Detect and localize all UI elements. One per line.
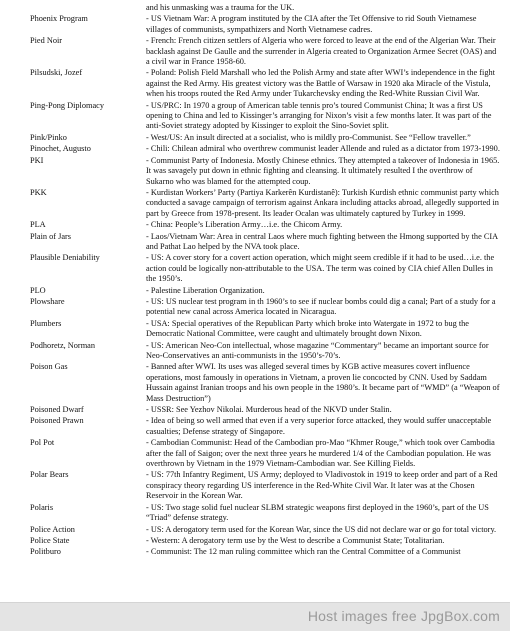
entry-definition: - US: American Neo-Con intellectual, whose magazine “Commentary” became an important source for Neo-Conservatives an anti-communists in the 1950’s-70’s. — [146, 340, 489, 360]
entry-definition: - USA: Special operatives of the Republican Party which broke into Watergate in 1972 to bug the Democratic National Committee, were caught and ultimately brought down Nixon. — [146, 318, 469, 339]
entry-definition: - Communist: The 12 man ruling committee which ran the Central Committee of a Communist — [146, 547, 461, 557]
glossary-entry — [30, 14, 502, 35]
entry-term: PKI — [30, 155, 44, 165]
entry-term: Plowshare — [30, 296, 65, 306]
entry-term: Plain of Jars — [30, 231, 72, 241]
entry-definition: - Poland: Polish Field Marshall who led the Polish Army and state after WWI’s independence in the fight against the Red Army. His greatest victory was the Battle of Warsaw in 1920 aka Miracle of the Vistula, when his troops routed the Red Army under Tukarchevsky ending the Red-White Russian Civil War. — [146, 68, 495, 99]
glossary-entry — [30, 101, 502, 132]
entry-term: Politburo — [30, 547, 61, 557]
glossary-entry — [30, 68, 502, 99]
glossary-entry — [30, 525, 502, 535]
entry-term: Pink/Pinko — [30, 132, 67, 142]
glossary-entry — [30, 3, 502, 13]
glossary-entry — [30, 156, 502, 187]
glossary-entry — [30, 470, 502, 501]
entry-definition: - USSR: See Yezhov Nikolai. Murderous head of the NKVD under Stalin. — [146, 405, 392, 415]
entry-definition: - US: A derogatory term used for the Korean War, since the US did not declare war or go for total victory. — [146, 524, 497, 534]
entry-definition: - US: Two stage solid fuel nuclear SLBM strategic weapons first deployed in the 1960’s, part of the US “Triad” defense strategy. — [146, 502, 489, 523]
entry-term: Ping-Pong Diplomacy — [30, 100, 104, 110]
entry-term: Pilsudski, Jozef — [30, 68, 83, 78]
entry-definition: - Western: A derogatory term use by the West to describe a Communist State; Totalitarian. — [146, 535, 445, 545]
entry-definition: - Communist Party of Indonesia. Mostly Chinese ethnics. They attempted a takeover of Indonesia in 1965. It was savagely put down in ethnic fighting and cleansing. It ultimately resulted I the overthrow of Sukarno who was blamed for the attempted coup. — [146, 155, 500, 186]
glossary-entry — [30, 297, 502, 318]
entry-term: Polar Bears — [30, 470, 69, 480]
glossary-entry — [30, 547, 502, 557]
image-host-footer — [0, 602, 510, 631]
entry-term: Police Action — [30, 524, 75, 534]
entry-definition: - US/PRC: In 1970 a group of American table tennis pro’s toured Communist China; It was a first US opening to China and led to Kissinger’s arranging for Nixon’s visit a few months later. It was part of the anti-Soviet strategy adopted by Kissinger to exploit the Sino-Soviet split. — [146, 100, 492, 131]
glossary-entries — [30, 3, 502, 559]
entry-definition: and his unmasking was a trauma for the UK. — [146, 3, 295, 12]
entry-term: Poisoned Prawn — [30, 416, 84, 426]
entry-definition: - US: 77th Infantry Regiment, US Army; deployed to Vladivostok in 1919 to keep order and part of a Red conspiracy theory regarding US interference in the Red-White Civil War. It later was at the Chosen Reservoir in the Korean War. — [146, 470, 498, 501]
entry-term: Phoenix Program — [30, 14, 88, 24]
entry-term: Pinochet, Augusto — [30, 144, 91, 154]
entry-term: Plausible Deniability — [30, 253, 100, 263]
glossary-entry — [30, 253, 502, 284]
entry-definition: - US: A cover story for a covert action operation, which might seem credible if it had to be used…i.e. the action could be logically non-attributable to the USA. The term was coined by CIA chief Allen Dulles in the 1950’s. — [146, 253, 495, 284]
glossary-entry — [30, 405, 502, 415]
glossary-entry — [30, 536, 502, 546]
entry-definition: - French: French citizen settlers of Algeria who were forced to leave at the end of the Algerian War. Their backlash against De Gaulle and the surrender in Algeria created to Organization Armee Secret (OAS) and a civil war in France 1958-60. — [146, 36, 497, 67]
glossary-entry — [30, 319, 502, 340]
entry-definition: - West/US: An insult directed at a socialist, who is mildly pro-Communist. See “Fellow traveller.” — [146, 132, 471, 142]
glossary-entry — [30, 286, 502, 296]
entry-term: PKK — [30, 187, 47, 197]
entry-definition: - Kurdistan Workers’ Party (Partiya Karkerên Kurdistanê): Turkish Kurdish ethnic communist party which conducted a savage campaign of terrorism against Ankara including attacks abroad, allegedly supported in part by Greece from 1978-present. Its leader Ocalan was ultimately captured by Turkey in 1999. — [146, 187, 499, 218]
entry-term: Polaris — [30, 502, 54, 512]
glossary-entry — [30, 416, 502, 437]
entry-term: Poison Gas — [30, 362, 68, 372]
entry-definition: - Palestine Liberation Organization. — [146, 285, 265, 295]
glossary-entry — [30, 503, 502, 524]
entry-definition: - China: People’s Liberation Army…i.e. the Chicom Army. — [146, 220, 343, 230]
glossary-entry — [30, 232, 502, 253]
entry-definition: - US: US nuclear test program in th 1960’s to see if nuclear bombs could dig a canal; Part of a study for a potential new canal across America located in Nicaragua. — [146, 296, 496, 317]
entry-definition: - Chili: Chilean admiral who overthrew communist leader Allende and ruled as a dictator from 1973-1990. — [146, 144, 500, 154]
entry-term: PLO — [30, 285, 46, 295]
glossary-entry — [30, 36, 502, 67]
glossary-entry — [30, 188, 502, 219]
glossary-entry — [30, 438, 502, 469]
glossary-entry — [30, 133, 502, 143]
entry-term: Poisoned Dwarf — [30, 405, 84, 415]
entry-definition: - US Vietnam War: A program instituted by the CIA after the Tet Offensive to rid South Vietnamese villages of communists, sympathizers and North Vietnamese cadres. — [146, 14, 477, 34]
glossary-entry — [30, 341, 502, 362]
entry-term: Podhoretz, Norman — [30, 340, 95, 350]
entry-term: Police State — [30, 535, 70, 545]
glossary-entry — [30, 220, 502, 230]
entry-term: PLA — [30, 220, 46, 230]
entry-term: Plumbers — [30, 318, 62, 328]
entry-term: Pied Noir — [30, 36, 63, 46]
glossary-entry — [30, 362, 502, 404]
entry-definition: - Laos/Vietnam War: Area in central Laos where much fighting between the Hmong supported by the CIA and Pathat Lao helped by the NVA took place. — [146, 231, 498, 251]
entry-definition: - Idea of being so well armed that even if a very superior force attacked, they would suffer unacceptable casualties; Defense strategy of Singapore. — [146, 416, 492, 436]
watermark-text[interactable]: Host images free JpgBox.com — [307, 608, 500, 624]
entry-term: Pol Pot — [30, 438, 55, 448]
glossary-entry — [30, 144, 502, 154]
entry-definition: - Banned after WWI. Its uses was alleged several times by KGB active measures covert influence operations, most famously in operations in Vietnam, a proven lie concocted by CNN. Used by Saddam Hussain against Iranian troops and his own people in the 1980’s. It became part of “WMD” (a “Weapon of Mass Destruction”) — [146, 362, 500, 403]
entry-definition: - Cambodian Communist: Head of the Cambodian pro-Mao “Khmer Rouge,” which took over Cambodia after the fall of Saigon; over the next three years he murdered 1/4 of the Cambodian population. He was overthrown by Vietnam in the 1979 Vietnam-Cambodian war. See Killing Fields. — [146, 438, 495, 469]
